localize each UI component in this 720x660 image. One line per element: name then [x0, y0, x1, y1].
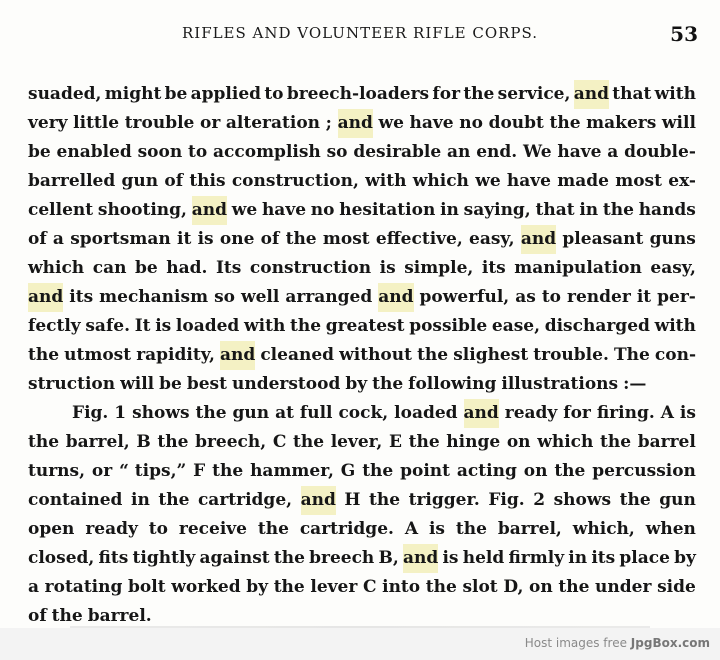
word: very [28, 113, 68, 133]
word: receive [178, 519, 247, 539]
word: which, [572, 519, 635, 539]
word: the [600, 432, 632, 452]
word: greatest [325, 316, 405, 336]
word: and [301, 486, 336, 515]
word: full [299, 403, 333, 423]
word: barrel, [65, 432, 130, 452]
word: struction [28, 374, 116, 394]
word: cartridge, [197, 490, 293, 510]
word: will [661, 113, 696, 133]
word: be [159, 374, 182, 394]
word: to [264, 84, 284, 104]
text-line [28, 138, 696, 167]
word: is [679, 403, 696, 423]
word: it [636, 287, 652, 307]
word: breech, [195, 432, 267, 452]
word: gun [659, 490, 696, 510]
word: construction [249, 258, 372, 278]
word: the [158, 490, 190, 510]
word: on [506, 432, 531, 452]
word: be [164, 84, 188, 104]
word: on [529, 577, 553, 597]
page-number: 53 [670, 22, 698, 46]
word: illustrations [501, 374, 619, 394]
word: C [272, 432, 287, 452]
word: most [322, 229, 370, 249]
word: ; [325, 113, 332, 133]
word: percussion [592, 461, 696, 481]
word: ex- [668, 171, 696, 191]
word: is [442, 548, 459, 568]
word: be [135, 258, 158, 278]
word: and [28, 283, 63, 312]
word: soon [137, 142, 183, 162]
word: powerful, [419, 287, 510, 307]
word: the [408, 432, 440, 452]
word: had. [166, 258, 208, 278]
text-line [28, 196, 696, 225]
word: as [515, 287, 536, 307]
word: of [28, 606, 47, 626]
word: tightly [132, 548, 196, 568]
word: the [28, 432, 60, 452]
word: hinge [446, 432, 501, 452]
word: against [199, 548, 270, 568]
word: to [148, 519, 168, 539]
text-line [28, 573, 696, 602]
word: we [231, 200, 258, 220]
word: manipulation [514, 258, 642, 278]
word: a [52, 229, 64, 249]
word: is [379, 258, 396, 278]
word: easy, [469, 229, 515, 249]
word: the [558, 577, 590, 597]
word: into [382, 577, 421, 597]
word: can [92, 258, 127, 278]
word: at [275, 403, 294, 423]
word: the [51, 606, 83, 626]
word: barrel, [497, 519, 562, 539]
word: made [557, 171, 609, 191]
word: to [188, 142, 208, 162]
word: mechanism [99, 287, 209, 307]
word: the [554, 461, 586, 481]
word: no [310, 200, 335, 220]
text-line [28, 80, 696, 109]
word: ready [504, 403, 558, 423]
word: Fig. [488, 490, 525, 510]
word: best [186, 374, 227, 394]
word: have [506, 171, 551, 191]
word: pleasant [562, 229, 644, 249]
word: trouble [124, 113, 195, 133]
word: open [28, 519, 75, 539]
word: place [619, 548, 670, 568]
word: the [28, 345, 60, 365]
word: slighest [453, 345, 529, 365]
word: We [523, 142, 552, 162]
watermark-brand: JpgBox.com [630, 636, 710, 650]
word: in [440, 200, 459, 220]
word: hammer, [250, 461, 334, 481]
word: and [192, 196, 227, 225]
word: Fig. [72, 403, 109, 423]
word: with [365, 171, 407, 191]
word: bolt [128, 577, 166, 597]
word: end. [476, 142, 518, 162]
word: by [674, 548, 696, 568]
word: it [177, 229, 192, 249]
word: ease, [491, 316, 541, 336]
word: H [344, 490, 361, 510]
text-line [28, 544, 696, 573]
word: cleaned [260, 345, 335, 365]
word: hesitation [339, 200, 436, 220]
text-line [28, 167, 696, 196]
watermark-label: Host images free [524, 636, 627, 650]
word: the [293, 432, 325, 452]
text-line [28, 428, 696, 457]
word: B [136, 432, 151, 452]
word: no [459, 113, 483, 133]
text-line [28, 486, 696, 515]
word: under [595, 577, 652, 597]
word: arranged [285, 287, 373, 307]
word: service, [497, 84, 571, 104]
word: without [339, 345, 412, 365]
word: well [240, 287, 280, 307]
word: on [523, 461, 548, 481]
text-line [28, 225, 696, 254]
word: the [619, 490, 651, 510]
word: of [28, 229, 47, 249]
word: its [591, 548, 616, 568]
word: is [428, 519, 445, 539]
word: 1 [114, 403, 127, 423]
word: and [464, 399, 499, 428]
word: simple, [404, 258, 474, 278]
text-line [28, 515, 696, 544]
page-header [0, 24, 720, 48]
word: cock, [338, 403, 389, 423]
word: “ tips,” [119, 461, 187, 481]
word: so [326, 142, 348, 162]
word: makers [586, 113, 657, 133]
word: most [615, 171, 662, 191]
text-line [28, 283, 696, 312]
word: with [654, 316, 696, 336]
word: the [257, 519, 289, 539]
word: point [400, 461, 451, 481]
word: applied [190, 84, 262, 104]
word: discharged [544, 316, 650, 336]
word: possible [409, 316, 488, 336]
word: E [388, 432, 402, 452]
word: for [432, 84, 461, 104]
word: fits [98, 548, 129, 568]
word: double- [624, 142, 696, 162]
word: shooting, [97, 200, 187, 220]
word: firmly [508, 548, 565, 568]
word: doubt [488, 113, 544, 133]
word: the [425, 577, 457, 597]
word: ready [85, 519, 138, 539]
word: the [195, 403, 227, 423]
watermark-text[interactable] [525, 636, 710, 650]
word: by [246, 577, 269, 597]
word: cartridge. [299, 519, 394, 539]
text-line [28, 254, 696, 283]
word: an [447, 142, 471, 162]
word: by [345, 374, 368, 394]
word: shows [132, 403, 190, 423]
word: of [164, 171, 184, 191]
word: barrel [637, 432, 696, 452]
word: barrelled [28, 171, 116, 191]
word: safe. [85, 316, 130, 336]
word: saying, [463, 200, 531, 220]
word: little [73, 113, 120, 133]
word: effective, [375, 229, 463, 249]
word: the [290, 316, 322, 336]
word: contained [28, 490, 123, 510]
word: sportsman [70, 229, 171, 249]
word: be [28, 142, 51, 162]
word: and [378, 283, 413, 312]
word: It [134, 316, 151, 336]
word: held [462, 548, 505, 568]
word: con- [654, 345, 696, 365]
word: this [189, 171, 226, 191]
word: Its [215, 258, 242, 278]
word: trouble. [533, 345, 609, 365]
word: side [657, 577, 696, 597]
word: D, [503, 577, 524, 597]
word: have [557, 142, 602, 162]
word: G [340, 461, 356, 481]
word: to [541, 287, 562, 307]
word: worked [171, 577, 241, 597]
word: with [244, 316, 286, 336]
word: will [120, 374, 155, 394]
word: so [214, 287, 235, 307]
word: the [273, 577, 305, 597]
word: which [537, 432, 594, 452]
word: guns [649, 229, 696, 249]
text-line [28, 109, 696, 138]
word: which [412, 171, 469, 191]
word: the [455, 519, 487, 539]
word: enabled [56, 142, 132, 162]
word: C [362, 577, 377, 597]
word: construction, [231, 171, 359, 191]
paragraph-2 [28, 399, 696, 631]
word: turns, [28, 461, 86, 481]
word: of [260, 229, 280, 249]
word: The [613, 345, 650, 365]
word: a [28, 577, 40, 597]
word: the [602, 200, 634, 220]
running-head: RIFLES AND VOLUNTEER RIFLE CORPS. [181, 24, 539, 42]
word: gun [232, 403, 270, 423]
word: its [481, 258, 506, 278]
word: suaded, [28, 84, 102, 104]
word: the [273, 548, 305, 568]
word: per- [657, 287, 696, 307]
word: easy, [650, 258, 696, 278]
word: breech [309, 548, 375, 568]
word: accomplish [213, 142, 321, 162]
word: we [475, 171, 501, 191]
word: closed, [28, 548, 95, 568]
word: in [579, 200, 599, 220]
word: desirable [353, 142, 442, 162]
word: render [567, 287, 631, 307]
word: hands [638, 200, 696, 220]
word: gun [121, 171, 159, 191]
word: slot [462, 577, 498, 597]
word: loaded [394, 403, 458, 423]
word: :— [623, 374, 647, 394]
word: when [645, 519, 696, 539]
word: following [408, 374, 497, 394]
body-text [28, 80, 696, 631]
text-line [28, 399, 696, 428]
word: and [338, 109, 373, 138]
word: a [607, 142, 619, 162]
word: the [417, 345, 449, 365]
word: rotating [44, 577, 123, 597]
word: A [404, 519, 419, 539]
word: is [197, 229, 214, 249]
word: firing. [596, 403, 655, 423]
word: the [157, 432, 189, 452]
watermark-footer [0, 628, 720, 660]
word: breech-loaders [286, 84, 430, 104]
word: with [654, 84, 696, 104]
word: cellent [28, 200, 94, 220]
word: which [28, 258, 85, 278]
word: we [378, 113, 404, 133]
word: understood [231, 374, 341, 394]
word: B, [378, 548, 399, 568]
word: rapidity, [136, 345, 215, 365]
text-line [28, 312, 696, 341]
word: 2 [533, 490, 546, 510]
word: barrel. [87, 606, 152, 626]
word: F [193, 461, 206, 481]
word: the [372, 374, 404, 394]
word: one [219, 229, 255, 249]
word: the [212, 461, 244, 481]
word: that [535, 200, 575, 220]
word: is [155, 316, 172, 336]
word: and [521, 225, 556, 254]
word: lever [310, 577, 358, 597]
word: trigger. [408, 490, 480, 510]
word: utmost [64, 345, 132, 365]
word: and [220, 341, 255, 370]
word: alteration [225, 113, 321, 133]
word: have [409, 113, 454, 133]
word: or [199, 113, 221, 133]
word: shows [553, 490, 612, 510]
word: and [403, 544, 438, 573]
word: that [612, 84, 652, 104]
paragraph-1 [28, 80, 696, 399]
word: have [261, 200, 307, 220]
word: lever, [330, 432, 383, 452]
text-line [28, 370, 696, 399]
word: the [549, 113, 581, 133]
word: and [574, 80, 609, 109]
word: A [660, 403, 674, 423]
word: in [568, 548, 588, 568]
word: the [362, 461, 394, 481]
text-line [28, 341, 696, 370]
word: or [91, 461, 113, 481]
word: might [104, 84, 162, 104]
word: loaded [175, 316, 240, 336]
word: fectly [28, 316, 81, 336]
word: the [463, 84, 495, 104]
text-line [28, 457, 696, 486]
word: the [369, 490, 401, 510]
word: acting [456, 461, 517, 481]
word: in [131, 490, 150, 510]
word: the [285, 229, 317, 249]
word: its [69, 287, 94, 307]
word: for [563, 403, 591, 423]
